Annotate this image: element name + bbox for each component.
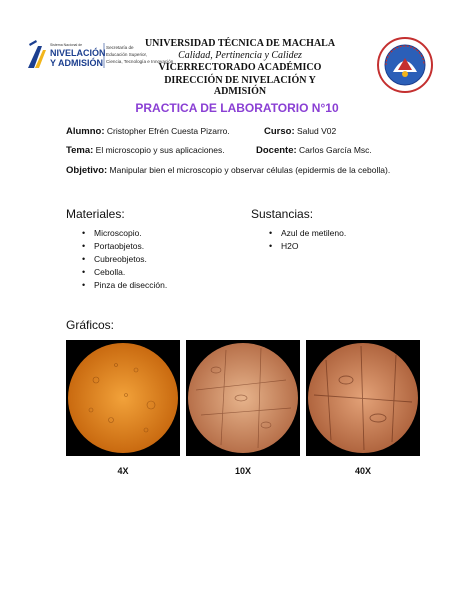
list-item: • H2O (281, 240, 346, 253)
university-seal-icon (376, 36, 434, 94)
materiales-heading: Materiales: (66, 207, 125, 221)
sustancias-list (269, 227, 346, 253)
alumno-value: Cristopher Efrén Cuesta Pizarro. (106, 126, 230, 136)
curso-row (264, 126, 336, 137)
docente-row (256, 145, 372, 156)
microscope-image-40x (306, 340, 420, 456)
list-item: • Cubreobjetos. (94, 253, 167, 266)
logo-name-line2: Y ADMISIÓN (50, 58, 104, 68)
label-4x: 4X (117, 466, 129, 476)
logo-sec-line2: Educación Superior, (106, 52, 148, 57)
vicerrectorado: VICERRECTORADO ACADÉMICO (158, 62, 322, 73)
tema-value: El microscopio y sus aplicaciones. (95, 145, 225, 155)
materiales-list (82, 227, 167, 292)
list-item: • Microscopio. (94, 227, 167, 240)
microscope-image-4x (66, 340, 180, 456)
list-item: • Pinza de disección. (94, 279, 167, 292)
logo-top-text: Sistema Nacional de (50, 43, 83, 47)
logo-sec-line1: Secretaría de (106, 45, 134, 50)
tema-label: Tema: (66, 145, 94, 156)
objetivo-label: Objetivo: (66, 165, 108, 176)
university-name: UNIVERSIDAD TÉCNICA DE MACHALA (144, 38, 336, 49)
nivelacion-admision-logo (26, 38, 174, 72)
label-10x: 10X (234, 466, 251, 476)
objetivo-row (66, 165, 426, 176)
microscope-image-10x (186, 340, 300, 456)
alumno-label: Alumno: (66, 126, 105, 137)
graficos-heading: Gráficos: (66, 318, 115, 332)
list-item: • Portaobjetos. (94, 240, 167, 253)
docente-value: Carlos García Msc. (299, 145, 372, 155)
curso-value: Salud V02 (297, 126, 337, 136)
label-40x: 40X (354, 466, 371, 476)
list-item: • Azul de metileno. (281, 227, 346, 240)
sustancias-heading: Sustancias: (251, 207, 314, 221)
alumno-row (66, 126, 230, 137)
page-title: PRACTICA DE LABORATORIO N°10 (135, 101, 339, 115)
direccion: DIRECCIÓN DE NIVELACIÓN Y ADMISIÓN (164, 75, 316, 97)
list-item: • Cebolla. (94, 266, 167, 279)
university-motto: Calidad, Pertinencia y Calidez (178, 50, 302, 61)
logo-name-line1: NIVELACIÓN (50, 48, 106, 58)
logo-sec-line3: Ciencia, Tecnología e Innovación (106, 59, 174, 64)
objetivo-value: Manipular bien el microscopio y observar células (epidermis de la cebolla). (109, 165, 391, 175)
docente-label: Docente: (256, 145, 297, 156)
tema-row (66, 145, 225, 156)
curso-label: Curso: (264, 126, 295, 137)
